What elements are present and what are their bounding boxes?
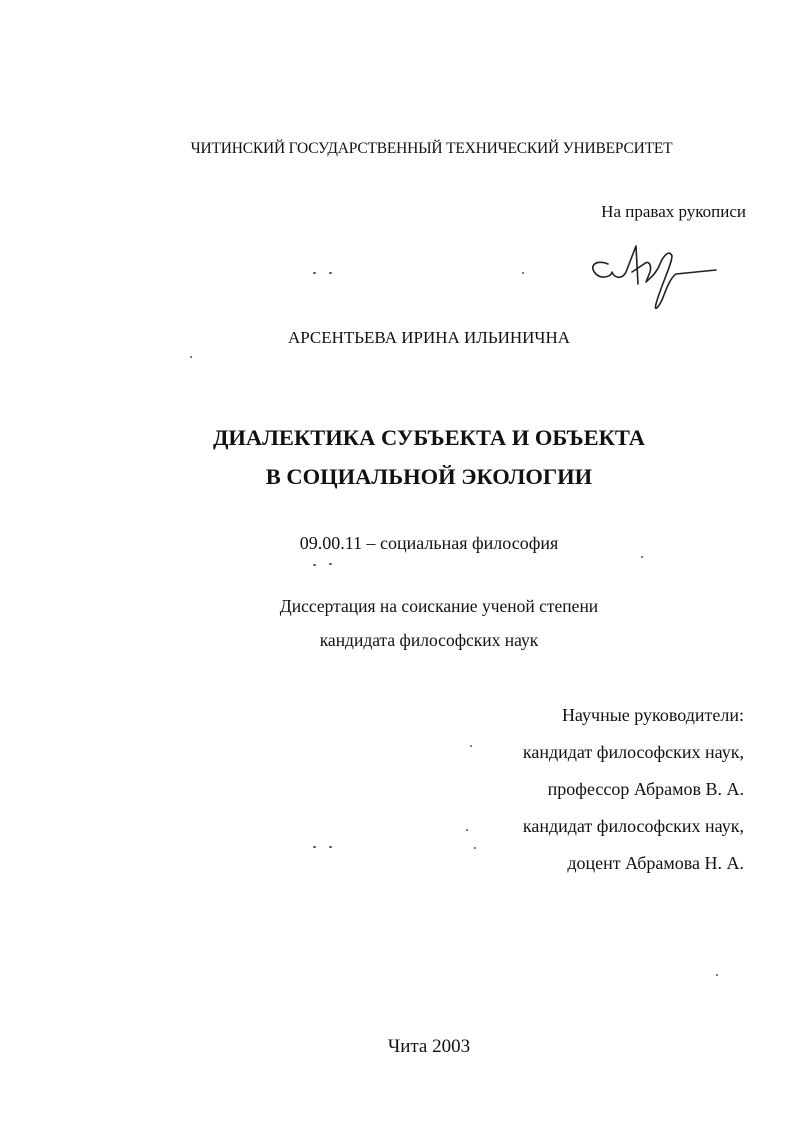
supervisor-2-name: доцент Абрамова Н. А.	[567, 853, 744, 873]
specialty-code: 09.00.11 – социальная философия	[299, 533, 559, 553]
scan-speck	[313, 564, 316, 566]
scan-speck	[313, 272, 316, 274]
scan-speck	[466, 829, 468, 831]
scan-speck	[329, 846, 332, 848]
scan-speck	[474, 847, 476, 849]
scan-speck	[329, 272, 332, 274]
university-name: ЧИТИНСКИЙ ГОСУДАРСТВЕННЫЙ ТЕХНИЧЕСКИЙ УНИВЕРСИТЕТ	[190, 140, 673, 157]
supervisors-heading: Научные руководители:	[561, 705, 744, 725]
supervisor-1-degree: кандидат философских наук,	[522, 742, 744, 762]
scan-speck	[522, 272, 524, 274]
scan-speck	[313, 846, 316, 848]
author-name: АРСЕНТЬЕВА ИРИНА ИЛЬИНИЧНА	[287, 328, 571, 347]
thesis-title-line-2: В СОЦИАЛЬНОЙ ЭКОЛОГИИ	[265, 464, 593, 489]
scan-speck	[190, 356, 192, 358]
scan-speck	[470, 745, 472, 747]
scan-speck	[716, 974, 718, 976]
scan-speck	[329, 563, 332, 565]
supervisor-1-name: профессор Абрамов В. А.	[547, 779, 744, 799]
city-and-year: Чита 2003	[387, 1036, 471, 1057]
dissertation-purpose-line-2: кандидата философских наук	[319, 630, 539, 650]
thesis-title-line-1: ДИАЛЕКТИКА СУБЪЕКТА И ОБЪЕКТА	[212, 425, 646, 450]
manuscript-note: На правах рукописи	[601, 202, 746, 221]
supervisor-2-degree: кандидат философских наук,	[522, 816, 744, 836]
dissertation-purpose-line-1: Диссертация на соискание ученой степени	[279, 596, 599, 616]
handwritten-signature	[586, 234, 726, 314]
scan-speck	[641, 556, 643, 558]
